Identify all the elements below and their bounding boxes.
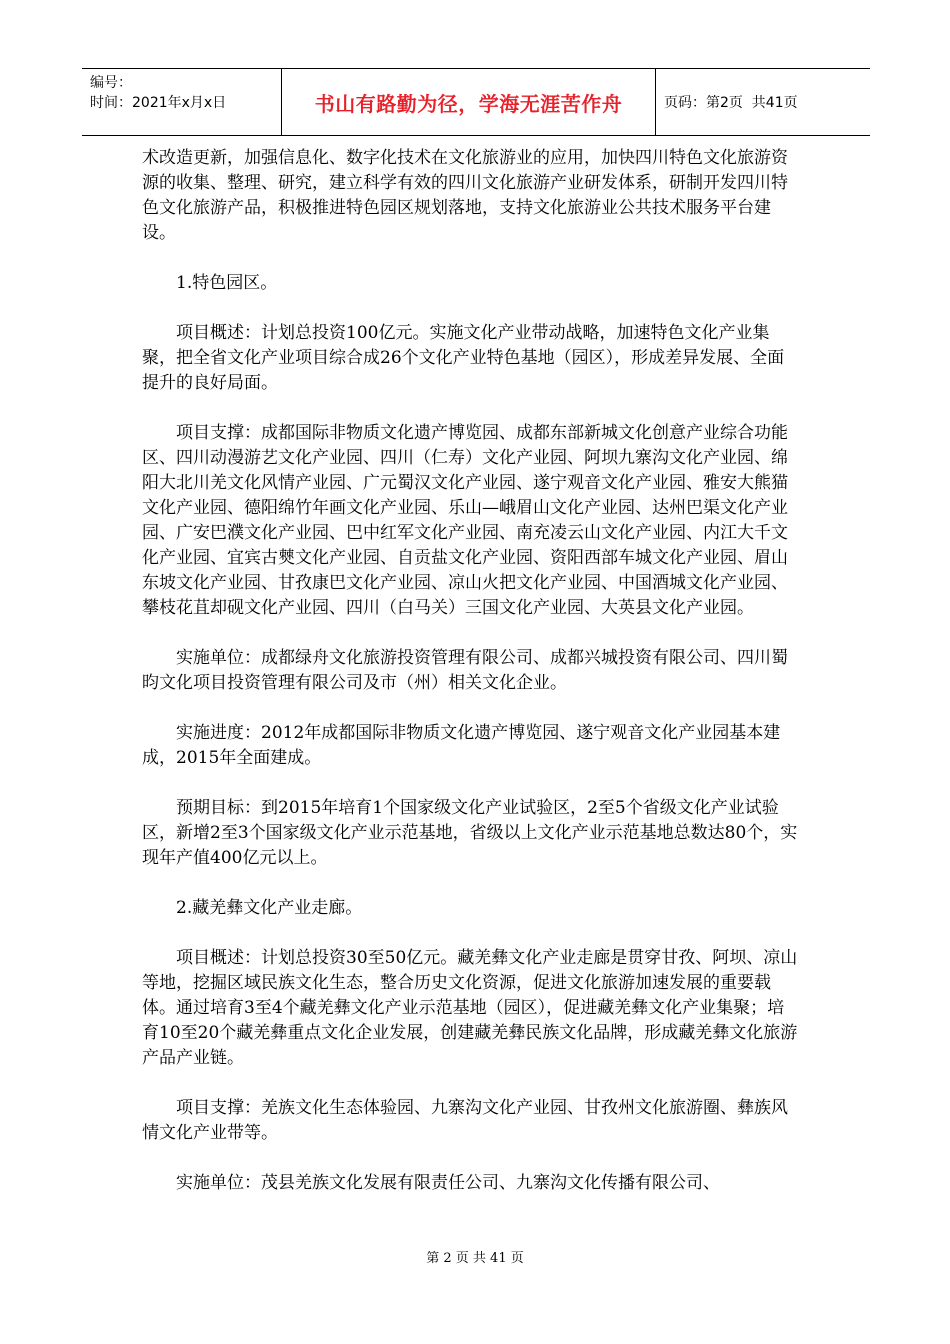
- paragraph: 实施进度：2012年成都国际非物质文化遗产博览园、遂宁观音文化产业园基本建成，2015年全面建成。: [142, 723, 781, 768]
- paragraph: 项目支撑：成都国际非物质文化遗产博览园、成都东部新城文化创意产业综合功能区、四川动漫游艺文化产业园、四川（仁寿）文化产业园、阿坝九寨沟文化产业园、绵阳大北川羌文化风情产业园、广元蜀汉文化产业园、遂宁观音文化产业园、雅安大熊猫文化产业园、德阳绵竹年画文化产业园、乐山—峨眉山文化产业园、达州巴渠文化产业园、广安巴濮文化产业园、巴中红军文化产业园、南充凌云山文化产业园、内江大千文化产业园、宜宾古僰文化产业园、自贡盐文化产业园、资阳西部车城文化产业园、眉山东坡文化产业园、甘孜康巴文化产业园、凉山火把文化产业园、中国酒城文化产业园、攀枝花苴却砚文化产业园、四川（白马关）三国文化产业园、大英县文化产业园。: [142, 423, 788, 618]
- section-heading: 2.藏羌彝文化产业走廊。: [176, 898, 363, 918]
- header-meta-cell: [82, 69, 282, 135]
- section-heading: 1.特色园区。: [176, 273, 278, 293]
- page-footer: 第 2 页 共 41 页: [426, 1251, 524, 1266]
- document-number-label: 编号：: [90, 75, 132, 91]
- paragraph: 项目概述：计划总投资100亿元。实施文化产业带动战略，加速特色文化产业集聚，把全省文化产业项目综合成26个文化产业特色基地（园区），形成差异发展、全面提升的良好局面。: [142, 323, 785, 393]
- paragraph: 项目支撑：羌族文化生态体验园、九寨沟文化产业园、甘孜州文化旅游圈、彝族风情文化产业带等。: [142, 1098, 788, 1143]
- header-page-info: 页码：第2页 共41页: [664, 95, 798, 111]
- paragraph: 实施单位：成都绿舟文化旅游投资管理有限公司、成都兴城投资有限公司、四川蜀昀文化项目投资管理有限公司及市（州）相关文化企业。: [142, 648, 788, 693]
- document-body: [142, 146, 798, 1196]
- paragraph: 预期目标：到2015年培育1个国家级文化产业试验区，2至5个省级文化产业试验区，新增2至3个国家级文化产业示范基地，省级以上文化产业示范基地总数达80个，实现年产值400亿元以上。: [142, 798, 798, 868]
- document-time-label: 时间：2021年x月x日: [90, 95, 227, 111]
- page-header: [82, 68, 870, 136]
- paragraph: 实施单位：茂县羌族文化发展有限责任公司、九寨沟文化传播有限公司、: [176, 1173, 720, 1193]
- paragraph: 项目概述：计划总投资30至50亿元。藏羌彝文化产业走廊是贯穿甘孜、阿坝、凉山等地，挖掘区域民族文化生态，整合历史文化资源，促进文化旅游加速发展的重要载体。通过培育3至4个藏羌彝文化产业示范基地（园区），促进藏羌彝文化产业集聚；培育10至20个藏羌彝重点文化企业发展，创建藏羌彝民族文化品牌，形成藏羌彝文化旅游产品产业链。: [142, 948, 798, 1068]
- header-motto: 书山有路勤为径，学海无涯苦作舟: [282, 69, 656, 135]
- paragraph: 术改造更新，加强信息化、数字化技术在文化旅游业的应用，加快四川特色文化旅游资源的收集、整理、研究，建立科学有效的四川文化旅游产业研发体系，研制开发四川特色文化旅游产品，积极推进特色园区规划落地，支持文化旅游业公共技术服务平台建设。: [142, 148, 788, 243]
